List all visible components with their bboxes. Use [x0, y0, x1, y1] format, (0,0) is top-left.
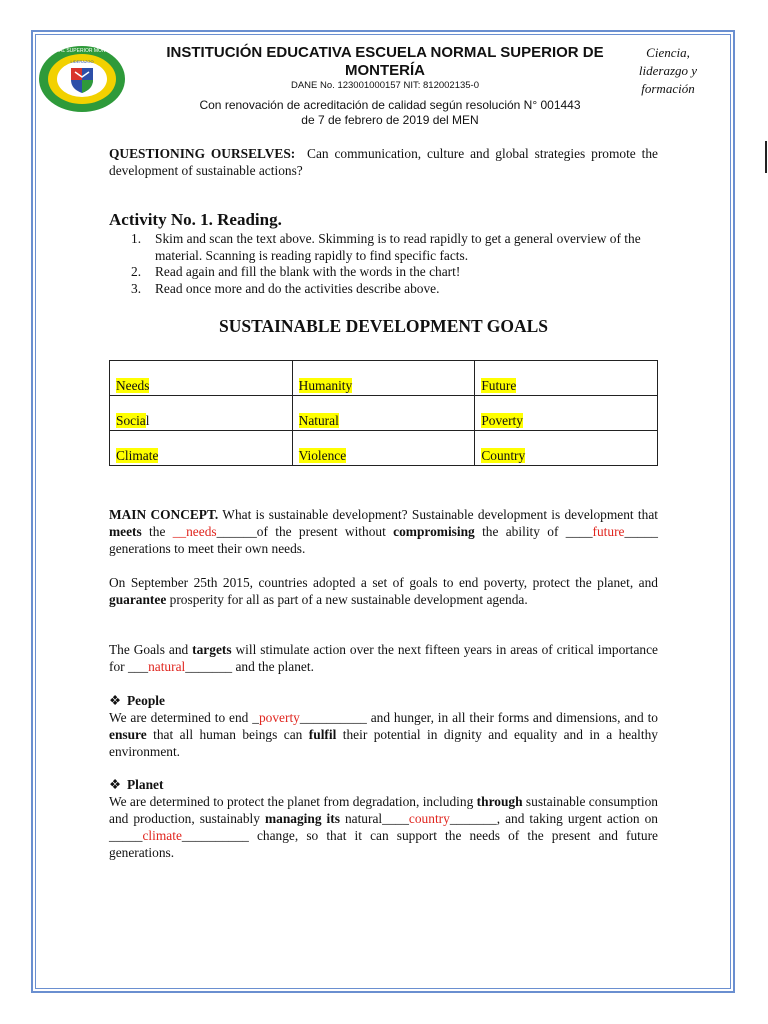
blank-fill: _______ [449, 811, 497, 826]
people-text [109, 709, 658, 760]
diamond-bullet-icon: ❖ [109, 693, 122, 708]
step-text: Skim and scan the text above. Skimming is to read rapidly to get a general overview of the material. Scanning is reading rapidly to find specific facts. [155, 231, 641, 263]
bold-term: guarantee [109, 592, 167, 607]
step-text: Read again and fill the blank with the words in the chart! [155, 264, 461, 279]
blank-fill: ______ [216, 524, 257, 539]
table-cell [292, 396, 475, 431]
logo-arc-text: NORMAL SUPERIOR MONTERÍA [43, 48, 121, 54]
table-cell [110, 361, 293, 396]
people-section [109, 692, 658, 760]
motto [612, 44, 724, 98]
text-run: their potential in dignity and equality and in a healthy environment. [109, 727, 658, 759]
text-run: and the planet. [232, 659, 314, 674]
questioning-text: Can communication, culture and global strategies promote the development of sustainable actions? [109, 146, 658, 178]
chart-word: Future [481, 378, 517, 393]
diamond-bullet-icon: ❖ [109, 777, 122, 792]
table-cell [110, 396, 293, 431]
chart-word: Socia [116, 413, 146, 428]
questioning-label: QUESTIONING OURSELVES: [109, 146, 296, 161]
bold-term: meets [109, 524, 142, 539]
answer-word: country [408, 811, 450, 826]
accreditation-line-2: de 7 de febrero de 2019 del MEN [301, 113, 479, 127]
answer-word: needs [186, 524, 217, 539]
blank-fill: __________ [299, 710, 367, 725]
text-run: will stimulate action over the next fifteen years in areas of critical importance for [109, 642, 658, 674]
questioning-ourselves [109, 145, 658, 179]
planet-title: Planet [127, 777, 164, 792]
agenda-paragraph [109, 574, 658, 608]
table-cell [292, 361, 475, 396]
bold-term: managing its [264, 811, 340, 826]
motto-line-3: formación [641, 81, 695, 96]
chart-word: Poverty [481, 413, 523, 428]
planet-text [109, 793, 658, 861]
blank-fill: _____ [624, 524, 658, 539]
bold-term: fulfil [308, 727, 337, 742]
accreditation-note [160, 98, 620, 128]
table-row [110, 361, 658, 396]
chart-word: Humanity [298, 378, 353, 393]
answer-word: poverty [258, 710, 300, 725]
text-run: prosperity for all as part of a new sustainable development agenda. [166, 592, 528, 607]
activity-steps [109, 231, 658, 297]
chart-word: Country [481, 448, 526, 463]
blank-fill: __________ [181, 828, 249, 843]
activity-title: Activity No. 1. Reading. [109, 210, 282, 229]
text-run: generations to meet their own needs. [109, 541, 306, 556]
table-cell [292, 431, 475, 466]
main-concept-paragraph [109, 506, 658, 557]
answer-word: natural [148, 659, 186, 674]
table-cell [475, 361, 658, 396]
list-item: 1. Skim and scan the text above. Skimming is to read rapidly to get a general overview of the material. Scanning is reading rapidly to find specific facts. [131, 231, 641, 263]
main-concept-label: MAIN CONCEPT. [109, 507, 219, 522]
table-cell [475, 431, 658, 466]
text-run: , and taking urgent action on [496, 811, 658, 826]
table-row [110, 431, 658, 466]
school-logo [37, 44, 127, 114]
chart-word-rest: l [145, 413, 150, 428]
text-run: and hunger, in all their forms and dimensions, and to [366, 710, 659, 725]
text-run: of the present without [256, 524, 394, 539]
planet-section [109, 776, 658, 861]
blank-fill: ___ [127, 659, 149, 674]
table-cell [475, 396, 658, 431]
motto-line-2: liderazgo y [638, 63, 698, 78]
motto-line-1: Ciencia, [646, 45, 690, 60]
edge-mark [765, 141, 767, 173]
text-run: sustainable consumption and production, sustainably [109, 794, 658, 826]
institution-title: INSTITUCIÓN EDUCATIVA ESCUELA NORMAL SUPERIOR DE MONTERÍA [166, 44, 604, 79]
chart-word: Needs [116, 378, 150, 393]
blank-fill: _____ [109, 828, 143, 843]
list-item: 3. Read once more and do the activities describe above. [131, 280, 440, 296]
people-title: People [127, 693, 165, 708]
blank-fill: _ [252, 710, 259, 725]
step-text: Read once more and do the activities describe above. [155, 280, 440, 296]
dane-nit: DANE No. 123001000157 NIT: 812002135-0 [290, 80, 480, 91]
text-run: We are determined to end [109, 710, 253, 725]
people-heading [109, 692, 658, 709]
text-run: natural [339, 811, 383, 826]
bold-term: targets [192, 642, 232, 657]
text-run: the ability of [474, 524, 566, 539]
blank-fill: ____ [382, 811, 409, 826]
list-item: 2. Read again and fill the blank with the words in the chart! [131, 264, 461, 279]
text-run: change, so that it can support the needs of the present and future generations. [109, 828, 658, 860]
text-run: the [141, 524, 173, 539]
bold-term: compromising [393, 524, 475, 539]
word-chart [109, 360, 658, 466]
chart-word: Climate [116, 448, 159, 463]
text-run: that all human beings can [146, 727, 309, 742]
blank-fill: ____ [565, 524, 593, 539]
chart-word: Natural [298, 413, 339, 428]
text-run: What is sustainable development? Sustainable development is development that [218, 507, 658, 522]
bold-term: ensure [109, 727, 147, 742]
logo-inner-text: LIDERAZGO [70, 59, 94, 64]
table-row [110, 396, 658, 431]
accreditation-line-1: Con renovación de acreditación de calidad según resolución N° 001443 [199, 98, 581, 112]
table-cell [110, 431, 293, 466]
chart-word: Violence [298, 448, 347, 463]
blank-fill: _______ [185, 659, 233, 674]
blank-fill: __ [172, 524, 187, 539]
answer-word: climate [142, 828, 182, 843]
answer-word: future [592, 524, 625, 539]
planet-heading [109, 776, 658, 793]
text-run: The Goals and [109, 642, 193, 657]
text-run: On September 25th 2015, countries adopted a set of goals to end poverty, protect the planet, and [109, 575, 658, 590]
goals-paragraph [109, 641, 658, 675]
section-title: SUSTAINABLE DEVELOPMENT GOALS [218, 316, 548, 336]
bold-term: through [476, 794, 523, 809]
text-run: We are determined to protect the planet from degradation, including [109, 794, 477, 809]
